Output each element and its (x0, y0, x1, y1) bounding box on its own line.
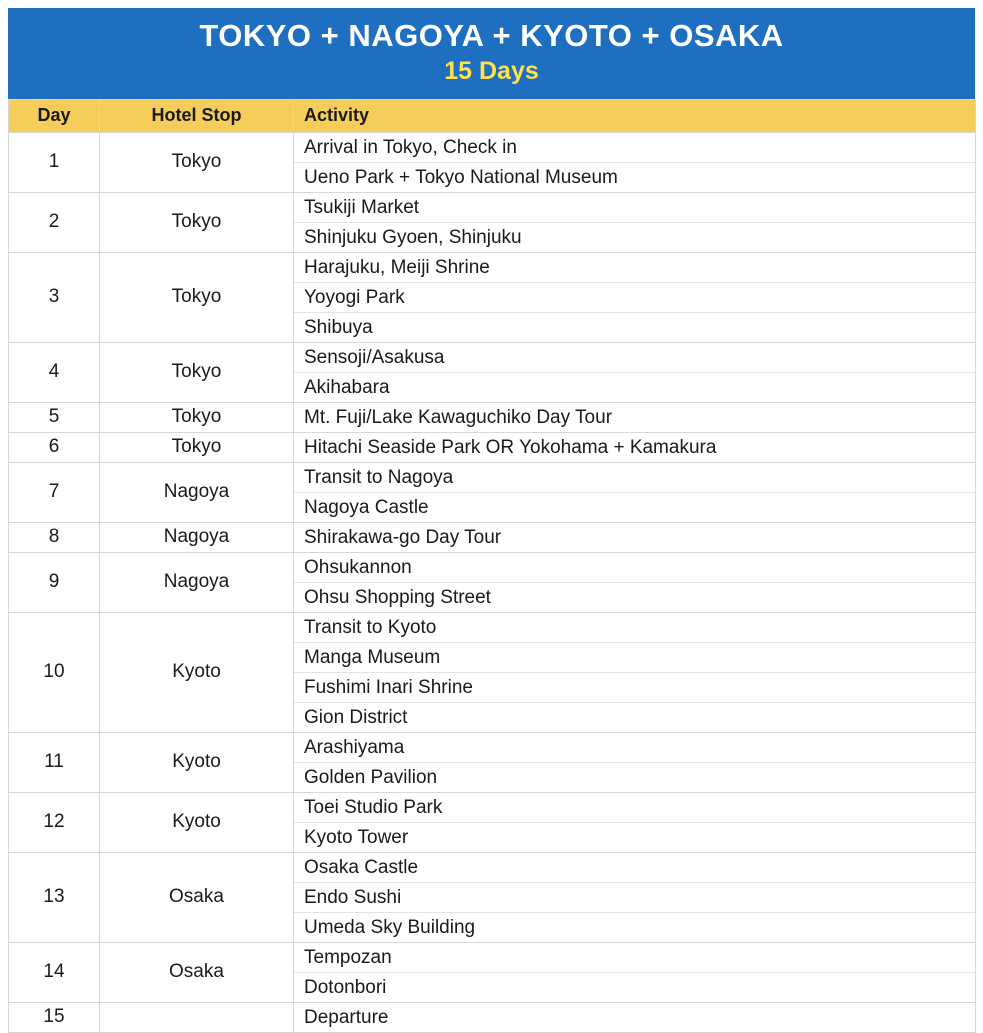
activity-line: Toei Studio Park (294, 793, 975, 823)
cell-hotel-stop (100, 1002, 294, 1032)
cell-activity (294, 1002, 976, 1032)
activity-line: Hitachi Seaside Park OR Yokohama + Kamakura (304, 436, 717, 458)
table-row (9, 792, 976, 852)
activity-line: Ohsu Shopping Street (304, 586, 491, 608)
cell-day: 2 (9, 192, 100, 252)
cell-day: 9 (9, 552, 100, 612)
activity-line: Golden Pavilion (304, 766, 438, 788)
cell-activity (294, 342, 976, 402)
table-row (9, 1002, 976, 1032)
cell-day: 15 (9, 1002, 100, 1032)
cell-hotel-stop: Nagoya (100, 462, 294, 522)
cell-hotel-stop: Tokyo (100, 252, 294, 342)
cell-hotel-stop: Kyoto (100, 792, 294, 852)
cell-day: 5 (9, 402, 100, 432)
activity-line: Transit to Nagoya (294, 463, 975, 493)
cell-activity (294, 852, 976, 942)
table-row (9, 732, 976, 792)
activity-line: Akihabara (304, 376, 390, 398)
table-row (9, 942, 976, 1002)
activity-line: Fushimi Inari Shrine (294, 673, 975, 703)
column-header-activity: Activity (294, 99, 976, 132)
column-header-day: Day (9, 99, 100, 132)
cell-day: 10 (9, 612, 100, 732)
activity-line: Yoyogi Park (294, 283, 975, 313)
table-body (9, 132, 976, 1032)
cell-hotel-stop: Tokyo (100, 132, 294, 192)
cell-day: 13 (9, 852, 100, 942)
cell-hotel-stop: Osaka (100, 852, 294, 942)
cell-day: 11 (9, 732, 100, 792)
activity-line: Endo Sushi (294, 883, 975, 913)
activity-line: Harajuku, Meiji Shrine (294, 253, 975, 283)
page-title: TOKYO + NAGOYA + KYOTO + OSAKA (199, 18, 784, 53)
activity-line: Shibuya (304, 316, 373, 338)
cell-hotel-stop: Tokyo (100, 432, 294, 462)
cell-hotel-stop: Nagoya (100, 552, 294, 612)
cell-hotel-stop: Kyoto (100, 732, 294, 792)
table-row (9, 252, 976, 342)
cell-day: 3 (9, 252, 100, 342)
table-row (9, 132, 976, 192)
document-header (8, 8, 975, 99)
table-row (9, 612, 976, 732)
cell-hotel-stop: Kyoto (100, 612, 294, 732)
table-row (9, 402, 976, 432)
cell-activity (294, 552, 976, 612)
activity-line: Shirakawa-go Day Tour (304, 526, 502, 548)
activity-line: Ohsukannon (294, 553, 975, 583)
cell-hotel-stop: Osaka (100, 942, 294, 1002)
cell-activity (294, 192, 976, 252)
activity-line: Mt. Fuji/Lake Kawaguchiko Day Tour (304, 406, 613, 428)
cell-hotel-stop: Nagoya (100, 522, 294, 552)
cell-day: 12 (9, 792, 100, 852)
activity-line: Transit to Kyoto (294, 613, 975, 643)
activity-line: Nagoya Castle (304, 496, 429, 518)
cell-day: 1 (9, 132, 100, 192)
activity-line: Sensoji/Asakusa (294, 343, 975, 373)
table-row (9, 192, 976, 252)
page-subtitle: 15 Days (444, 56, 539, 85)
table-row (9, 522, 976, 552)
cell-activity (294, 462, 976, 522)
cell-hotel-stop: Tokyo (100, 192, 294, 252)
activity-line: Tsukiji Market (294, 193, 975, 223)
activity-line: Tempozan (294, 943, 975, 973)
cell-day: 14 (9, 942, 100, 1002)
table-row (9, 552, 976, 612)
itinerary-table (8, 99, 976, 1033)
cell-activity (294, 612, 976, 732)
activity-line: Osaka Castle (294, 853, 975, 883)
activity-line: Ueno Park + Tokyo National Museum (304, 166, 618, 188)
activity-line: Manga Museum (294, 643, 975, 673)
cell-activity (294, 522, 976, 552)
activity-line: Arrival in Tokyo, Check in (294, 133, 975, 163)
cell-activity (294, 432, 976, 462)
cell-hotel-stop: Tokyo (100, 402, 294, 432)
table-row (9, 342, 976, 402)
cell-day: 6 (9, 432, 100, 462)
cell-activity (294, 252, 976, 342)
activity-line: Arashiyama (294, 733, 975, 763)
table-header-row (9, 99, 976, 132)
table-row (9, 852, 976, 942)
cell-day: 4 (9, 342, 100, 402)
cell-activity (294, 132, 976, 192)
activity-line: Kyoto Tower (304, 826, 409, 848)
cell-hotel-stop: Tokyo (100, 342, 294, 402)
cell-activity (294, 402, 976, 432)
cell-day: 7 (9, 462, 100, 522)
cell-activity (294, 732, 976, 792)
table-row (9, 432, 976, 462)
activity-line: Shinjuku Gyoen, Shinjuku (304, 226, 522, 248)
cell-activity (294, 942, 976, 1002)
activity-line: Dotonbori (304, 976, 387, 998)
cell-activity (294, 792, 976, 852)
table-row (9, 462, 976, 522)
cell-day: 8 (9, 522, 100, 552)
activity-line: Departure (304, 1006, 389, 1028)
column-header-hotel-stop: Hotel Stop (100, 99, 294, 132)
activity-line: Umeda Sky Building (304, 916, 476, 938)
activity-line: Gion District (304, 706, 408, 728)
